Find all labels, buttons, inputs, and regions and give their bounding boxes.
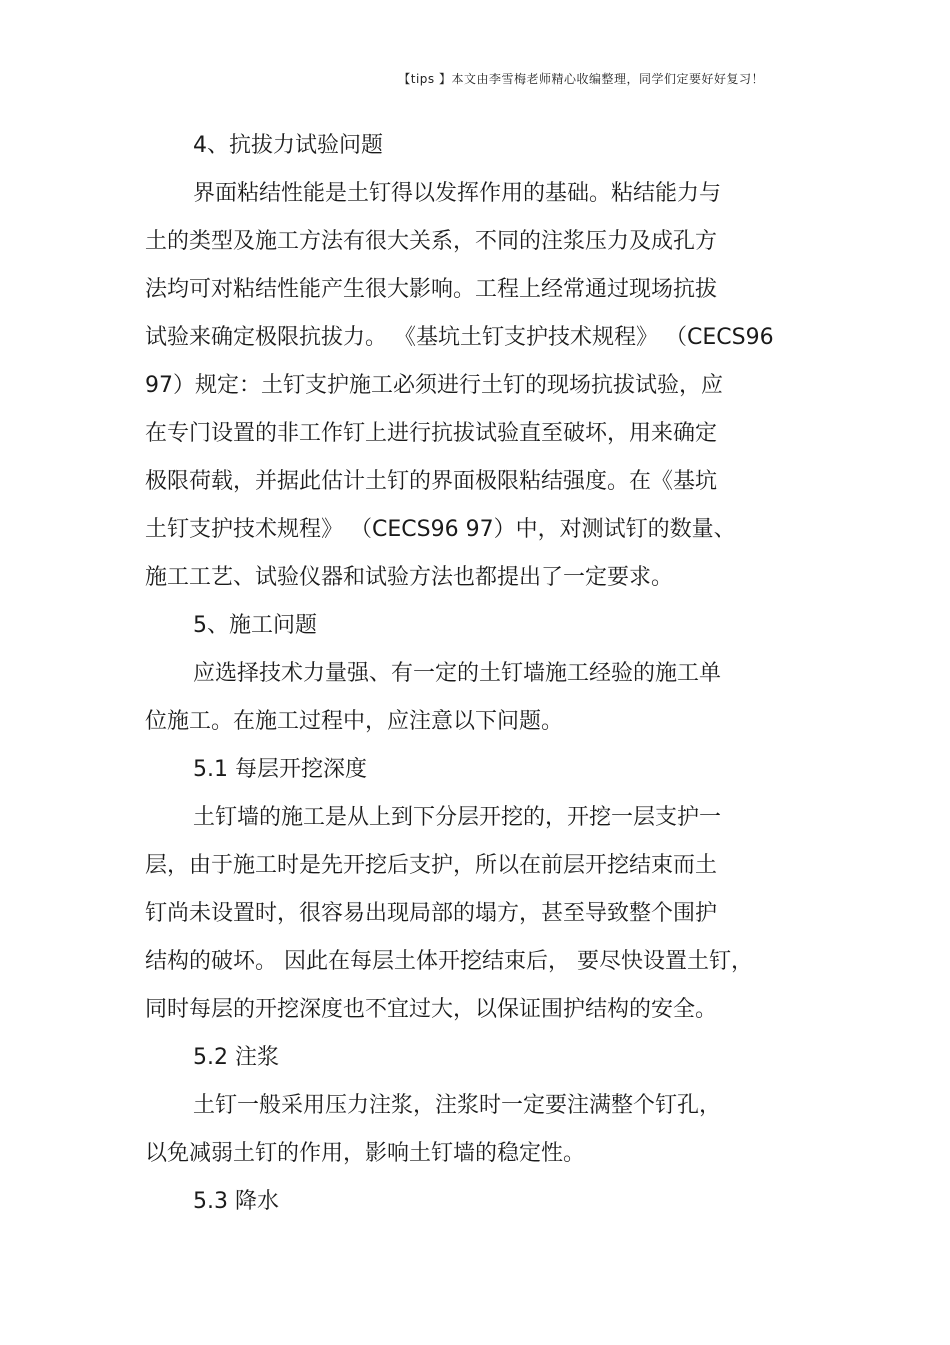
section-heading-5: 5、施工问题 — [193, 613, 317, 638]
subsection-heading-5-1: 5.1 每层开挖深度 — [193, 757, 367, 782]
paragraph-line: 应选择技术力量强、有一定的土钉墙施工经验的施工单 — [193, 661, 722, 686]
paragraph-line: 土钉墙的施工是从上到下分层开挖的，开挖一层支护一 — [193, 805, 722, 830]
paragraph-line: 土的类型及施工方法有很大关系，不同的注浆压力及成孔方 — [145, 229, 718, 254]
subsection-heading-5-2: 5.2 注浆 — [193, 1045, 279, 1070]
paragraph-line: 位施工。在施工过程中，应注意以下问题。 — [145, 709, 564, 734]
subsection-heading-5-3: 5.3 降水 — [193, 1189, 279, 1214]
header-note: 【tips 】本文由李雪梅老师精心收编整理，同学们定要好好复习！ — [398, 72, 764, 86]
paragraph-line: 试验来确定极限抗拔力。 《基坑土钉支护技术规程》 （CECS96 — [145, 325, 774, 350]
paragraph-line: 法均可对粘结性能产生很大影响。工程上经常通过现场抗拔 — [145, 277, 718, 302]
paragraph-line: 土钉支护技术规程》 （CECS96 97）中，对测试钉的数量、 — [145, 517, 736, 542]
paragraph-line: 界面粘结性能是土钉得以发挥作用的基础。粘结能力与 — [193, 181, 722, 206]
paragraph-line: 97）规定：土钉支护施工必须进行土钉的现场抗拔试验，应 — [145, 373, 723, 398]
section-heading-4: 4、抗拔力试验问题 — [193, 133, 383, 158]
paragraph-line: 同时每层的开挖深度也不宜过大，以保证围护结构的安全。 — [145, 997, 718, 1022]
paragraph-line: 层，由于施工时是先开挖后支护，所以在前层开挖结束而土 — [145, 853, 718, 878]
paragraph-line: 土钉一般采用压力注浆，注浆时一定要注满整个钉孔， — [193, 1093, 722, 1118]
paragraph-line: 极限荷载，并据此估计土钉的界面极限粘结强度。在《基坑 — [145, 469, 718, 494]
paragraph-line: 钉尚未设置时，很容易出现局部的塌方，甚至导致整个围护 — [145, 901, 718, 926]
paragraph-line: 施工工艺、试验仪器和试验方法也都提出了一定要求。 — [145, 565, 674, 590]
paragraph-line: 在专门设置的非工作钉上进行抗拔试验直至破坏，用来确定 — [145, 421, 718, 446]
paragraph-line: 结构的破坏。 因此在每层土体开挖结束后， 要尽快设置土钉， — [145, 949, 753, 974]
paragraph-line: 以免减弱土钉的作用，影响土钉墙的稳定性。 — [145, 1141, 586, 1166]
